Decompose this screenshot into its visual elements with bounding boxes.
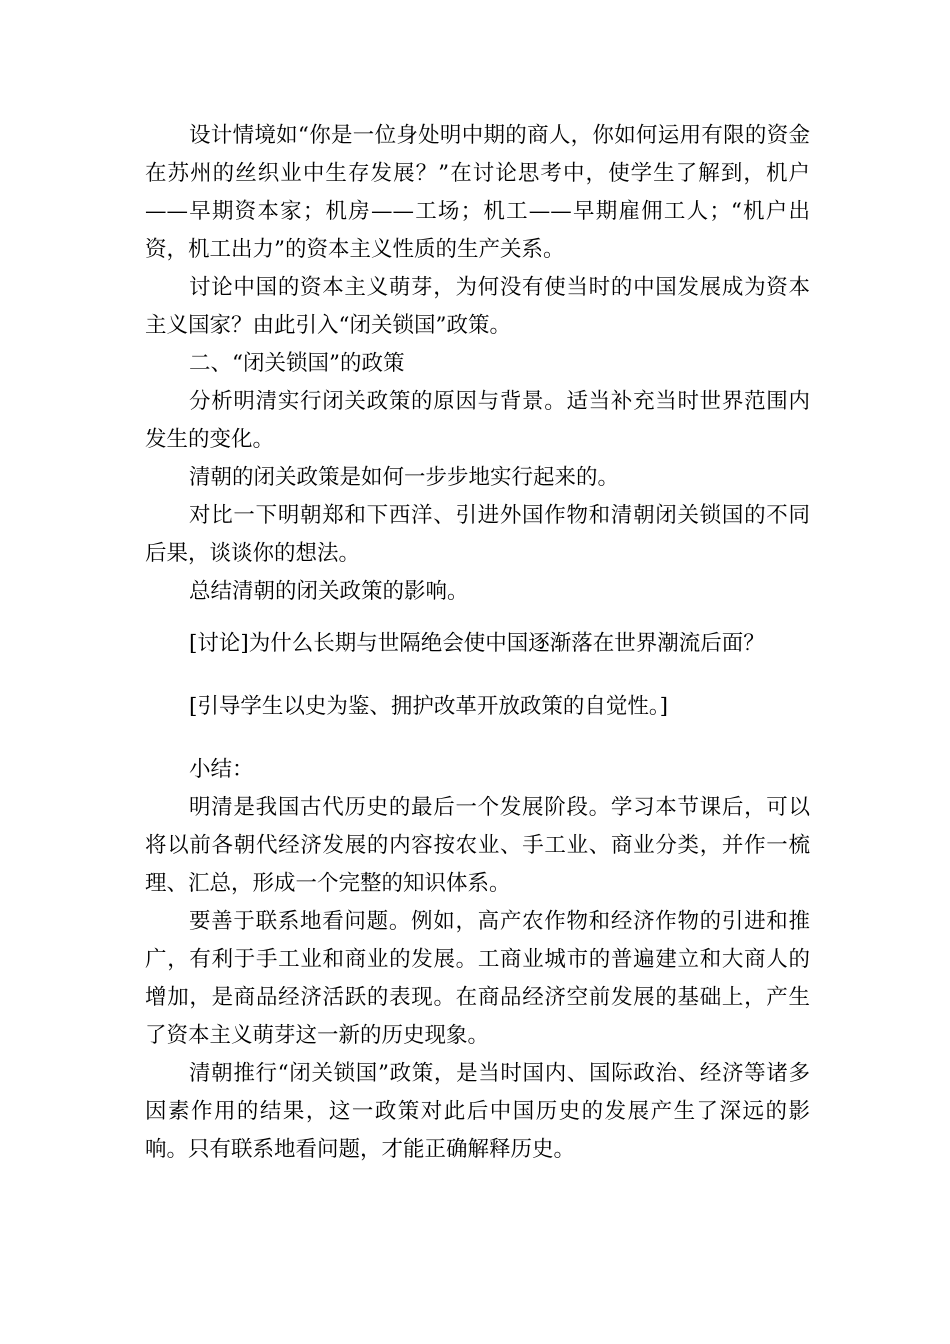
paragraph-analysis: 分析明清实行闭关政策的原因与背景。适当补充当时世界范围内发生的变化。 [145, 389, 810, 452]
paragraph-guidance: [引导学生以史为鉴、拥护改革开放政策的自觉性。] [189, 694, 669, 719]
paragraph-scenario: 设计情境如“你是一位身处明中期的商人，你如何运用有限的资金在苏州的丝织业中生存发展？”在讨论思考中，使学生了解到，机户——早期资本家；机房——工场；机工——早期雇佣工人；“机户出资，机工出力”的资本主义性质的生产关系。 [145, 123, 810, 262]
paragraph-implementation: 清朝的闭关政策是如何一步步地实行起来的。 [189, 465, 620, 490]
paragraph-discussion-question: [讨论]为什么长期与世隔绝会使中国逐渐落在世界潮流后面？ [189, 631, 765, 656]
section-heading-closed-door: 二、“闭关锁国”的政策 [189, 351, 405, 376]
paragraph-comparison: 对比一下明朝郑和下西洋、引进外国作物和清朝闭关锁国的不同后果，谈谈你的想法。 [145, 503, 810, 566]
paragraph-summary-impact: 总结清朝的闭关政策的影响。 [189, 579, 469, 604]
document-body [145, 117, 810, 1169]
paragraph-summary-connected: 要善于联系地看问题。例如，高产农作物和经济作物的引进和推广，有利于手工业和商业的发展。工商业城市的普遍建立和大商人的增加，是商品经济活跃的表现。在商品经济空前发展的基础上，产生了资本主义萌芽这一新的历史现象。 [145, 909, 810, 1048]
summary-heading: 小结： [189, 757, 254, 782]
paragraph-discussion-capitalism: 讨论中国的资本主义萌芽，为何没有使当时的中国发展成为资本主义国家？由此引入“闭关锁国”政策。 [145, 275, 810, 338]
paragraph-summary-ming-qing: 明清是我国古代历史的最后一个发展阶段。学习本节课后，可以将以前各朝代经济发展的内容按农业、手工业、商业分类，并作一梳理、汇总，形成一个完整的知识体系。 [145, 795, 810, 896]
paragraph-summary-closed-door: 清朝推行“闭关锁国”政策，是当时国内、国际政治、经济等诸多因素作用的结果，这一政策对此后中国历史的发展产生了深远的影响。只有联系地看问题，才能正确解释历史。 [145, 1061, 810, 1162]
